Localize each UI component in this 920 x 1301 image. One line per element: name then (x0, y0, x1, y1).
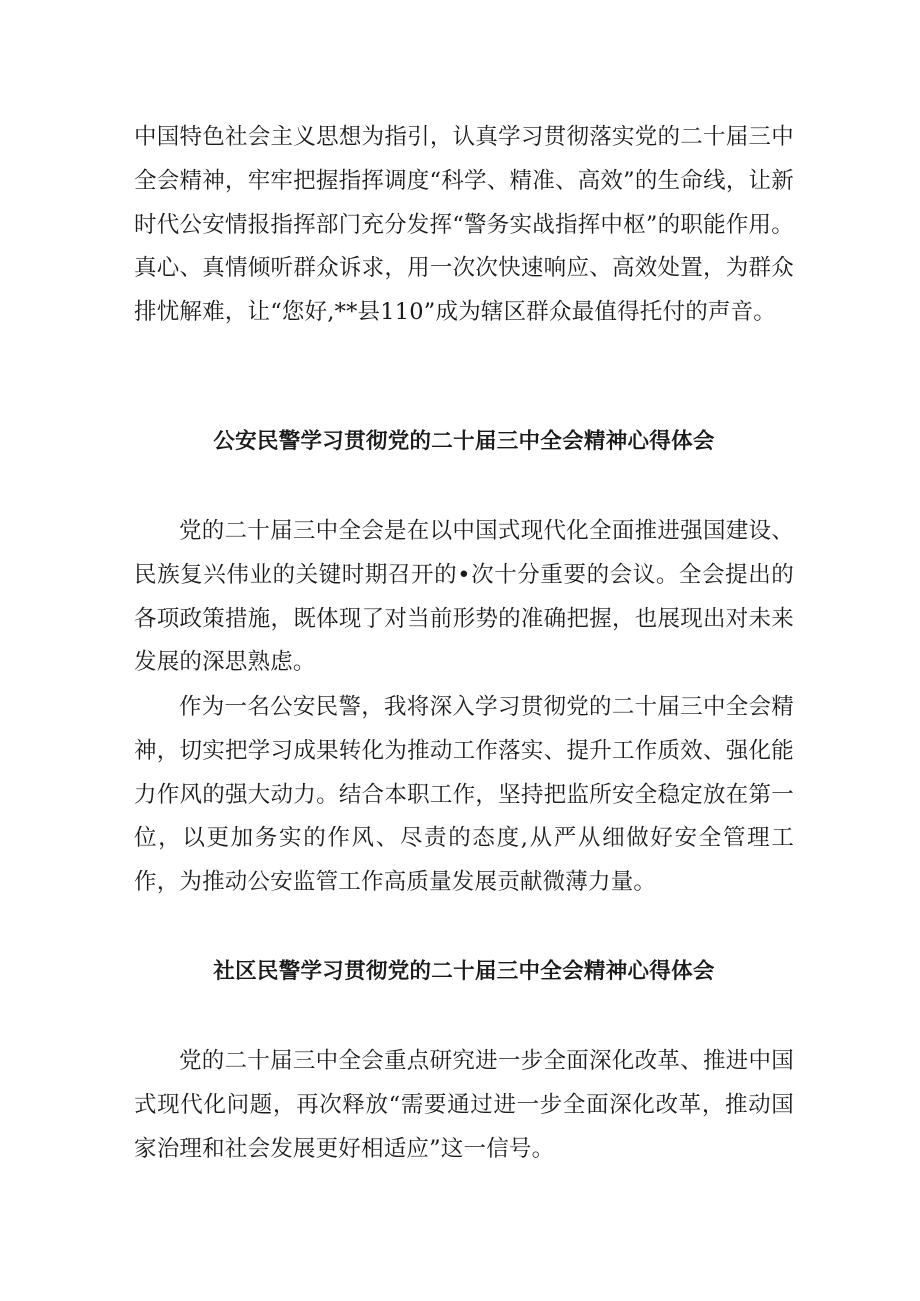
section-title-community-police: 社区民警学习贯彻党的二十届三中全会精神心得体会 (213, 959, 715, 984)
section-police-paragraph-1: 党的二十届三中全会是在以中国式现代化全面推进强国建设、民族复兴伟业的关键时期召开的•次十分重要的会议。全会提出的各项政策措施，既体现了对当前形势的准确把握，也展现出对未来发展的深思熟虑。 (134, 518, 794, 676)
section-police-paragraph-2: 作为一名公安民警，我将深入学习贯彻党的二十届三中全会精神，切实把学习成果转化为推动工作落实、提升工作质效、强化能力作风的强大动力。结合本职工作，坚持把监所安全稳定放在第一位，以更加务实的作风、尽责的态度,从严从细做好安全管理工作，为推动公安监管工作高质量发展贡献微薄力量。 (134, 694, 794, 896)
section-title-police: 公安民警学习贯彻党的二十届三中全会精神心得体会 (213, 429, 715, 454)
section-community-paragraph-1: 党的二十届三中全会重点研究进一步全面深化改革、推进中国式现代化问题，再次释放“需要通过进一步全面深化改革，推动国家治理和社会发展更好相适应”这一信号。 (134, 1048, 794, 1162)
intro-paragraph: 中国特色社会主义思想为指引，认真学习贯彻落实党的二十届三中全会精神，牢牢把握指挥调度“科学、精准、高效”的生命线，让新时代公安情报指挥部门充分发挥“警务实战指挥中枢”的职能作用。真心、真情倾听群众诉求，用一次次快速响应、高效处置，为群众排忧解难，让“您好,**县110”成为辖区群众最值得托付的声音。 (134, 124, 794, 326)
